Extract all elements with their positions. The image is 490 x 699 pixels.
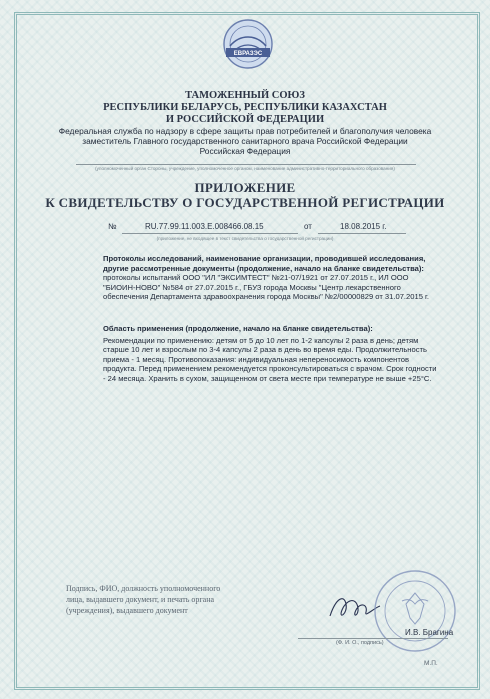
authority-underline: [76, 164, 416, 165]
document-title-line-2: К СВИДЕТЕЛЬСТВУ О ГОСУДАРСТВЕННОЙ РЕГИСТРАЦИИ: [45, 195, 445, 210]
document-title-line-1: ПРИЛОЖЕНИЕ: [194, 180, 296, 195]
certificate-number: RU.77.99.11.003.Е.008466.08.15: [145, 222, 264, 231]
logo-text: ЕВРАЗЭС: [233, 51, 263, 57]
signature-label: Подпись, ФИО, должность уполномоченного лица, выдавшего документ, и печать органа (учреждения), выдавшего документ: [66, 584, 221, 615]
union-line-2: РЕСПУБЛИКИ БЕЛАРУСЬ, РЕСПУБЛИКИ КАЗАХСТАН: [103, 102, 387, 113]
protocols-section: [103, 254, 441, 302]
union-line-1: ТАМОЖЕННЫЙ СОЮЗ: [185, 90, 305, 101]
authority-caption: (уполномоченный орган Стороны, учреждение, уполномоченное органом, наименование административно-территориального образования): [95, 166, 395, 171]
number-caption: (приложение, не входящее в текст свидетельства о государственной регистрации): [156, 236, 334, 241]
authority-line-1: Федеральная служба по надзору в сфере защиты прав потребителей и благополучия человека: [58, 126, 432, 136]
issuing-authority: [0, 126, 490, 156]
number-label: №: [108, 222, 117, 231]
date-underline: [318, 233, 406, 234]
protocols-heading: Протоколы исследований, наименование организации, проводившей исследования, другие рассмотренные документы (продолжение, начало на бланке свидетельства):: [103, 254, 426, 273]
fio-caption: (Ф. И. О., подпись): [336, 640, 384, 646]
official-stamp-icon: [372, 568, 458, 654]
union-line-3: И РОССИЙСКОЙ ФЕДЕРАЦИИ: [165, 114, 325, 125]
protocols-text: протоколы испытаний ООО "ИЛ "ЭКСИМТЕСТ" №21-07/1921 от 27.07.2015 г., ИЛ ООО "БИОИН-НОВО" №584 от 27.07.2015 г., ГБУЗ города Москвы "Центр лекарственного обеспечения Департамента здравоохранения города Москвы" №2/00000829 от 31.07.2015 г.: [103, 273, 429, 302]
scope-heading: Область применения (продолжение, начало на бланке свидетельства):: [103, 324, 373, 333]
date-label: от: [304, 222, 312, 231]
signature-underline: [298, 638, 448, 639]
stamp-place-label: М.П.: [424, 660, 438, 667]
scope-section: [103, 324, 441, 384]
signatory-name: И.В. Брагина: [405, 628, 454, 637]
scope-text: Рекомендации по применению: детям от 5 до 10 лет по 1-2 капсулы 2 раза в день; детям старше 10 лет и взрослым по 3-4 капсулы 2 раза в день во время еды. Продолжительность приема - 1 месяц. Противопоказания: индивидуальная непереносимость компонентов продукта. Перед применением рекомендуется проконсультироваться с врачом. Срок годности - 24 месяца. Хранить в сухом, защищенном от света месте при температуре не выше +25°С.: [103, 335, 437, 383]
eurasec-emblem-icon: [222, 18, 274, 70]
authority-line-3: Российская Федерация: [199, 146, 291, 156]
union-header: [0, 90, 490, 126]
number-underline: [122, 233, 298, 234]
certificate-date: 18.08.2015 г.: [340, 222, 387, 231]
authority-line-2: заместитель Главного государственного санитарного врача Российской Федерации: [82, 136, 408, 146]
